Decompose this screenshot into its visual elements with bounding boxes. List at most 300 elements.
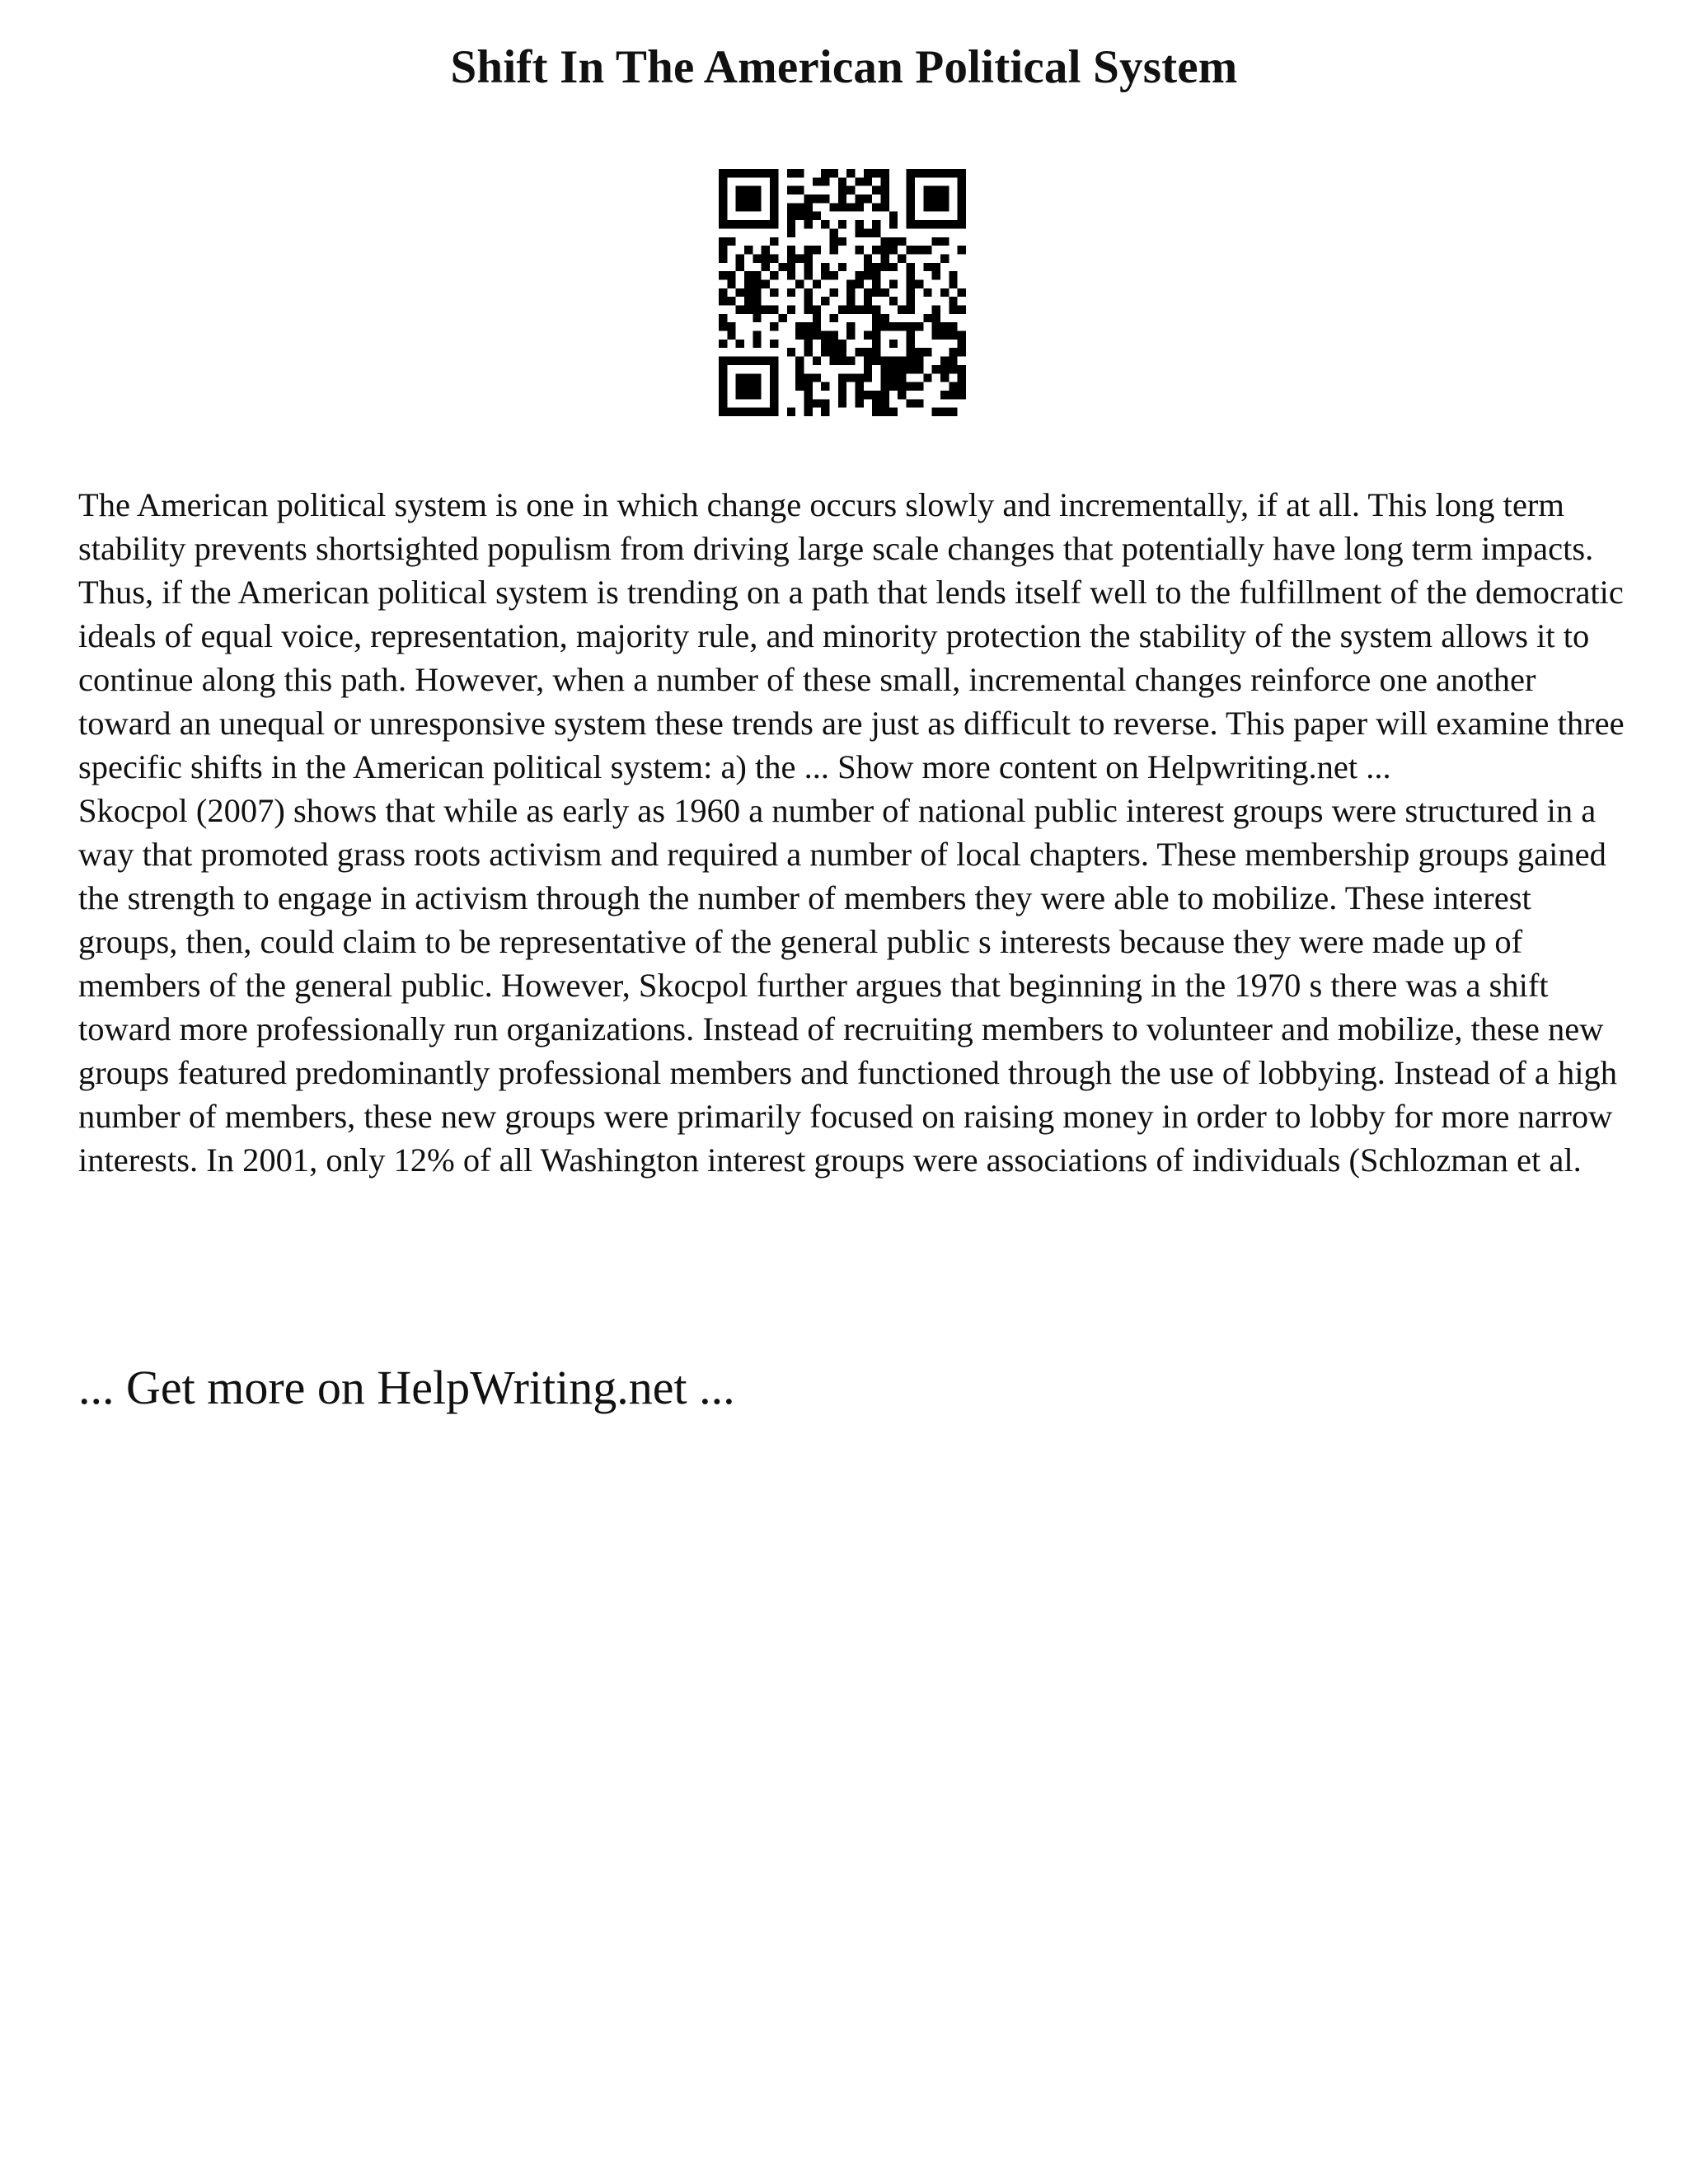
qr-module	[821, 263, 829, 271]
qr-module	[753, 340, 761, 348]
qr-module	[795, 254, 804, 262]
qr-module	[719, 297, 727, 305]
qr-module	[889, 357, 898, 365]
qr-module	[727, 169, 735, 177]
qr-module	[940, 408, 949, 416]
qr-module	[881, 357, 889, 365]
qr-module	[778, 263, 786, 271]
qr-module	[846, 288, 855, 297]
qr-module	[881, 203, 889, 211]
qr-module	[813, 177, 821, 185]
qr-module	[907, 177, 915, 185]
qr-module	[872, 186, 880, 194]
qr-module	[821, 271, 829, 279]
qr-module	[753, 288, 761, 297]
qr-module	[881, 399, 889, 407]
qr-module	[762, 408, 770, 416]
qr-module	[881, 177, 889, 185]
qr-module	[846, 169, 855, 177]
qr-module	[889, 408, 898, 416]
qr-module	[727, 322, 735, 330]
qr-module	[813, 373, 821, 382]
qr-module	[821, 348, 829, 356]
qr-module	[889, 220, 898, 228]
qr-module	[923, 169, 931, 177]
qr-module	[744, 297, 753, 305]
qr-module	[872, 322, 880, 330]
qr-module	[753, 331, 761, 340]
qr-module	[949, 306, 957, 314]
qr-module	[770, 408, 778, 416]
qr-module	[744, 246, 753, 254]
qr-module	[889, 279, 898, 288]
qr-module	[787, 408, 795, 416]
qr-module	[915, 357, 923, 365]
qr-module	[881, 391, 889, 399]
qr-module	[898, 357, 906, 365]
qr-module	[958, 194, 966, 203]
qr-module	[907, 348, 915, 356]
qr-module	[719, 408, 727, 416]
qr-module	[864, 391, 872, 399]
qr-module	[829, 228, 837, 237]
qr-module	[753, 297, 761, 305]
qr-module	[719, 365, 727, 373]
qr-module	[907, 194, 915, 203]
qr-module	[795, 169, 804, 177]
qr-module	[804, 263, 812, 271]
qr-module	[949, 365, 957, 373]
qr-module	[838, 391, 846, 399]
qr-module	[736, 373, 744, 382]
qr-module	[864, 297, 872, 305]
qr-module	[795, 382, 804, 391]
qr-module	[744, 271, 753, 279]
qr-module	[719, 220, 727, 228]
qr-module	[821, 169, 829, 177]
qr-module	[881, 373, 889, 382]
qr-module	[846, 373, 855, 382]
qr-module	[846, 357, 855, 365]
qr-module	[856, 194, 864, 203]
qr-module	[804, 254, 812, 262]
qr-module	[923, 194, 931, 203]
qr-module	[872, 246, 880, 254]
qr-module	[744, 194, 753, 203]
qr-module	[907, 220, 915, 228]
qr-module	[940, 391, 949, 399]
qr-module	[881, 254, 889, 262]
qr-module	[864, 169, 872, 177]
qr-module	[881, 246, 889, 254]
qr-module	[872, 228, 880, 237]
qr-module	[770, 306, 778, 314]
qr-module	[864, 271, 872, 279]
qr-module	[829, 203, 837, 211]
qr-module	[770, 169, 778, 177]
qr-module	[727, 271, 735, 279]
qr-module	[753, 254, 761, 262]
qr-module	[949, 382, 957, 391]
qr-module	[813, 322, 821, 330]
qr-module	[898, 365, 906, 373]
qr-module	[744, 169, 753, 177]
qr-module	[932, 194, 940, 203]
qr-module	[787, 246, 795, 254]
qr-module	[949, 331, 957, 340]
qr-module	[907, 186, 915, 194]
qr-module	[778, 314, 786, 322]
qr-module	[932, 220, 940, 228]
qr-module	[770, 340, 778, 348]
qr-module	[838, 357, 846, 365]
qr-module	[907, 279, 915, 288]
page-title: Shift In The American Political System	[450, 41, 1238, 93]
qr-module	[813, 314, 821, 322]
qr-module	[753, 314, 761, 322]
qr-module	[915, 279, 923, 288]
qr-module	[846, 186, 855, 194]
qr-module	[881, 408, 889, 416]
qr-module	[829, 169, 837, 177]
qr-module	[813, 357, 821, 365]
qr-module	[813, 399, 821, 407]
qr-module	[838, 194, 846, 203]
qr-module	[932, 271, 940, 279]
qr-module	[719, 186, 727, 194]
qr-module	[932, 169, 940, 177]
qr-module	[829, 246, 837, 254]
qr-module	[898, 254, 906, 262]
qr-module	[932, 203, 940, 211]
qr-module	[923, 373, 931, 382]
qr-module	[898, 373, 906, 382]
qr-module	[881, 194, 889, 203]
qr-module	[804, 322, 812, 330]
qr-module	[744, 382, 753, 391]
qr-module	[932, 314, 940, 322]
qr-module	[856, 399, 864, 407]
qr-module	[727, 279, 735, 288]
qr-module	[787, 263, 795, 271]
qr-module	[744, 306, 753, 314]
qr-module	[719, 322, 727, 330]
qr-module	[804, 306, 812, 314]
qr-module	[949, 357, 957, 365]
qr-module	[719, 169, 727, 177]
qr-module	[770, 391, 778, 399]
qr-module	[932, 408, 940, 416]
qr-module	[856, 279, 864, 288]
qr-module	[864, 331, 872, 340]
qr-module	[736, 203, 744, 211]
qr-module	[813, 331, 821, 340]
qr-module	[923, 288, 931, 297]
get-more-link[interactable]: ... Get more on HelpWriting.net ...	[78, 1361, 735, 1414]
qr-module	[762, 220, 770, 228]
qr-module	[719, 382, 727, 391]
qr-module	[889, 237, 898, 246]
qr-module	[872, 279, 880, 288]
qr-module	[838, 306, 846, 314]
qr-module	[872, 340, 880, 348]
qr-module	[719, 203, 727, 211]
qr-module	[881, 169, 889, 177]
qr-module	[889, 322, 898, 330]
qr-module	[719, 288, 727, 297]
qr-module	[736, 220, 744, 228]
qr-module	[864, 348, 872, 356]
qr-module	[932, 237, 940, 246]
qr-module	[821, 399, 829, 407]
qr-module	[719, 212, 727, 220]
qr-module	[719, 399, 727, 407]
qr-module	[872, 391, 880, 399]
qr-module	[753, 408, 761, 416]
qr-module	[881, 382, 889, 391]
qr-module	[846, 203, 855, 211]
qr-module	[838, 348, 846, 356]
qr-module	[856, 177, 864, 185]
qr-module	[915, 220, 923, 228]
qr-module	[770, 186, 778, 194]
qr-module	[958, 391, 966, 399]
qr-module	[838, 340, 846, 348]
qr-module	[915, 246, 923, 254]
qr-module	[881, 365, 889, 373]
document-body	[78, 483, 1628, 1182]
qr-module	[787, 228, 795, 237]
qr-module	[907, 306, 915, 314]
qr-module	[727, 357, 735, 365]
qr-module	[753, 279, 761, 288]
qr-module	[795, 365, 804, 373]
qr-module	[856, 228, 864, 237]
qr-module	[736, 340, 744, 348]
qr-module	[736, 186, 744, 194]
qr-module	[804, 194, 812, 203]
qr-module	[736, 391, 744, 399]
qr-module	[958, 306, 966, 314]
qr-module	[958, 348, 966, 356]
qr-module	[736, 263, 744, 271]
qr-module	[915, 399, 923, 407]
qr-module	[804, 297, 812, 305]
qr-module	[856, 306, 864, 314]
qr-module	[804, 220, 812, 228]
qr-module	[881, 186, 889, 194]
qr-module	[889, 382, 898, 391]
qr-module	[932, 306, 940, 314]
qr-module	[753, 220, 761, 228]
qr-module	[795, 357, 804, 365]
qr-module	[736, 194, 744, 203]
qr-module	[744, 186, 753, 194]
qr-module	[872, 169, 880, 177]
qr-module	[864, 228, 872, 237]
qr-module	[719, 237, 727, 246]
qr-module	[846, 331, 855, 340]
qr-module	[923, 220, 931, 228]
qr-module	[770, 382, 778, 391]
qr-module	[872, 288, 880, 297]
qr-module	[889, 297, 898, 305]
qr-module	[898, 237, 906, 246]
qr-module	[949, 169, 957, 177]
qr-module	[958, 373, 966, 382]
qr-module	[923, 246, 931, 254]
qr-module	[872, 357, 880, 365]
qr-module	[795, 331, 804, 340]
qr-module	[770, 177, 778, 185]
qr-module	[923, 314, 931, 322]
qr-module	[719, 340, 727, 348]
qr-module	[872, 220, 880, 228]
qr-module	[940, 322, 949, 330]
qr-module	[907, 399, 915, 407]
qr-module	[940, 331, 949, 340]
qr-module	[856, 348, 864, 356]
qr-module	[770, 203, 778, 211]
qr-module	[744, 203, 753, 211]
qr-module	[727, 297, 735, 305]
qr-module	[821, 177, 829, 185]
qr-module	[821, 297, 829, 305]
qr-module	[856, 246, 864, 254]
qr-module	[744, 288, 753, 297]
qr-module	[829, 340, 837, 348]
qr-module	[864, 365, 872, 373]
qr-module	[907, 340, 915, 348]
qr-module	[821, 220, 829, 228]
qr-module	[915, 169, 923, 177]
qr-module	[923, 348, 931, 356]
qr-module	[856, 391, 864, 399]
qr-module	[958, 177, 966, 185]
qr-module	[898, 382, 906, 391]
qr-module	[795, 373, 804, 382]
qr-module	[923, 263, 931, 271]
qr-module	[770, 288, 778, 297]
qr-module	[838, 186, 846, 194]
qr-module	[872, 331, 880, 340]
qr-module	[889, 246, 898, 254]
qr-module	[838, 220, 846, 228]
qr-module	[744, 357, 753, 365]
qr-module	[940, 237, 949, 246]
qr-module	[907, 382, 915, 391]
qr-module	[804, 373, 812, 382]
qr-module	[864, 254, 872, 262]
qr-module	[787, 271, 795, 279]
qr-module	[770, 322, 778, 330]
qr-module	[727, 408, 735, 416]
qr-module	[744, 408, 753, 416]
qr-module	[881, 322, 889, 330]
qr-module	[940, 203, 949, 211]
qr-module	[949, 297, 957, 305]
qr-module	[795, 279, 804, 288]
qr-module	[923, 186, 931, 194]
qr-module	[907, 271, 915, 279]
qr-module	[787, 348, 795, 356]
qr-module	[940, 254, 949, 262]
qr-module	[753, 271, 761, 279]
qr-module	[958, 340, 966, 348]
qr-module	[907, 322, 915, 330]
qr-module	[949, 408, 957, 416]
qr-module	[898, 391, 906, 399]
qr-module	[727, 220, 735, 228]
qr-module	[795, 203, 804, 211]
qr-module	[864, 288, 872, 297]
qr-module	[856, 382, 864, 391]
qr-module	[753, 382, 761, 391]
paragraph-intro: The American political system is one in which change occurs slowly and incrementally, if at all. This long term stability prevents shortsighted populism from driving large scale changes that potentially have long term impacts. Thus, if the American political system is trending on a path that lends itself well to the fulfillment of the democratic ideals of equal voice, representation, majority rule, and minority protection the stability of the system allows it to continue along this path. However, when a number of these small, incremental changes reinforce one another toward an unequal or unresponsive system these trends are just as difficult to reverse. This paper will examine three specific shifts in the American political system: a) the ... Show more content on Helpwriting.net ...	[78, 486, 1625, 785]
qr-module	[762, 357, 770, 365]
qr-module	[736, 169, 744, 177]
qr-module	[958, 203, 966, 211]
qr-module	[762, 246, 770, 254]
qr-module	[813, 212, 821, 220]
qr-module	[736, 254, 744, 262]
qr-module	[872, 314, 880, 322]
qr-module	[958, 246, 966, 254]
qr-module	[719, 373, 727, 382]
qr-module	[932, 186, 940, 194]
qr-module	[881, 237, 889, 246]
qr-module	[940, 357, 949, 365]
qr-module	[864, 194, 872, 203]
qr-module	[838, 177, 846, 185]
qr-module	[932, 331, 940, 340]
qr-module	[889, 365, 898, 373]
qr-module	[907, 263, 915, 271]
qr-module	[846, 322, 855, 330]
qr-module	[881, 288, 889, 297]
qr-module	[762, 306, 770, 314]
qr-module	[958, 365, 966, 373]
qr-module	[829, 331, 837, 340]
qr-module	[787, 254, 795, 262]
qr-module	[932, 365, 940, 373]
qr-module	[872, 348, 880, 356]
qr-module	[958, 220, 966, 228]
qr-module	[864, 177, 872, 185]
qr-module	[829, 271, 837, 279]
qr-module	[907, 331, 915, 340]
qr-module	[804, 203, 812, 211]
qr-module	[864, 306, 872, 314]
qr-module	[829, 357, 837, 365]
qr-module	[907, 212, 915, 220]
qr-module	[821, 331, 829, 340]
qr-module	[753, 186, 761, 194]
qr-module	[856, 203, 864, 211]
qr-module	[856, 373, 864, 382]
qr-module	[753, 391, 761, 399]
qr-module	[744, 391, 753, 399]
qr-module	[958, 212, 966, 220]
qr-module	[838, 237, 846, 246]
qr-module	[744, 220, 753, 228]
qr-module	[864, 357, 872, 365]
qr-module	[949, 279, 957, 288]
qr-module	[907, 203, 915, 211]
qr-module	[804, 271, 812, 279]
qr-module	[719, 194, 727, 203]
qr-module	[736, 306, 744, 314]
